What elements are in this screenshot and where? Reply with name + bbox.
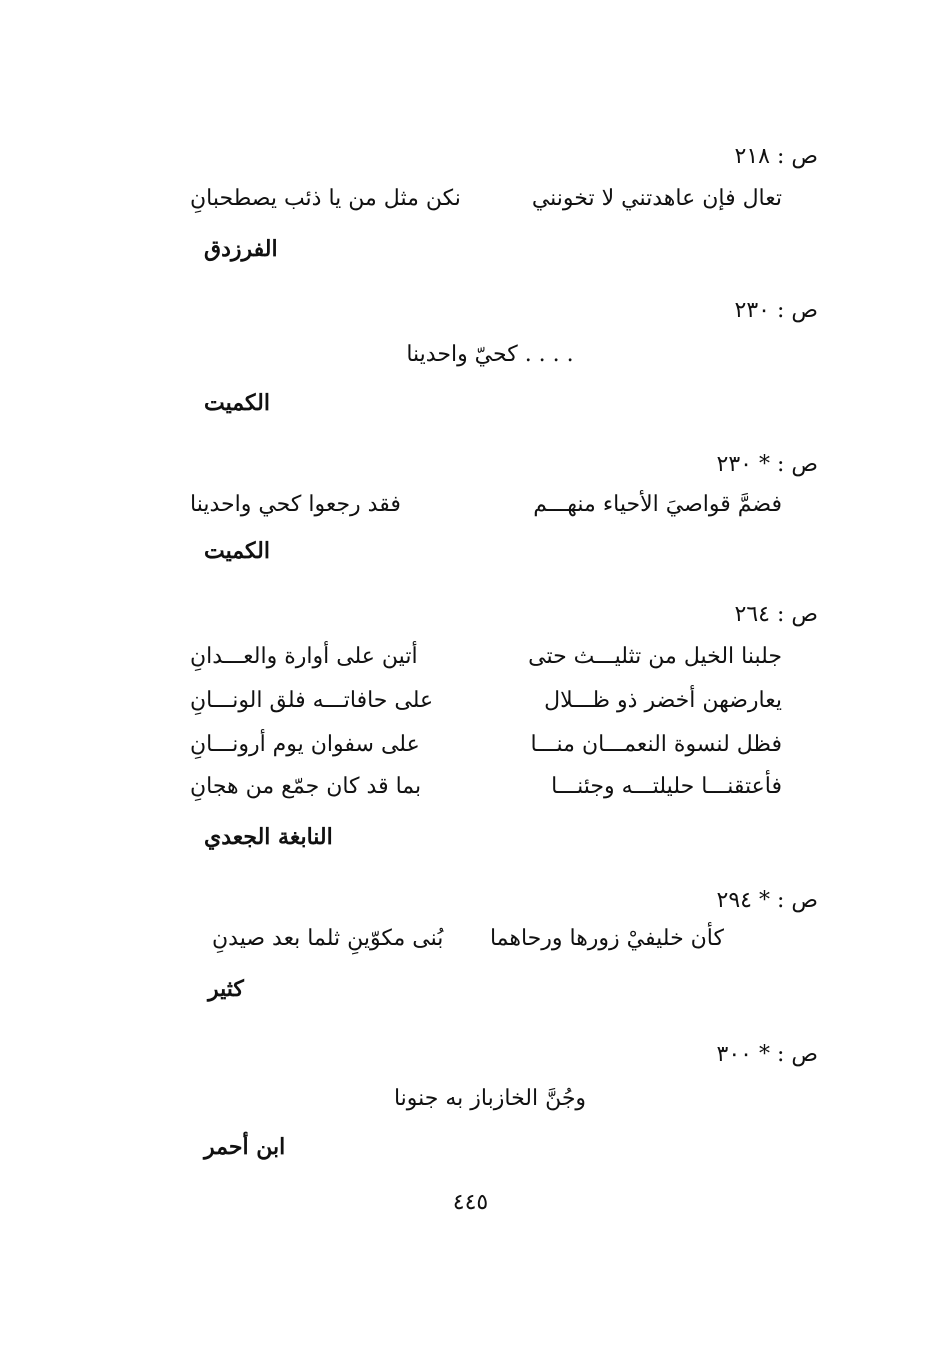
- second-hemistich: نكن مثل من يا ذئب يصطحبانِ: [190, 186, 461, 211]
- poet-name: الكميت: [204, 390, 270, 416]
- poet-name: الكميت: [204, 538, 270, 564]
- first-hemistich: يعارضهن أخضر ذو ظـــلال: [544, 688, 782, 713]
- page-reference: ص : * ٢٣٠: [716, 452, 818, 477]
- verse-line: [190, 186, 782, 226]
- second-hemistich: على سفوان يوم أرونـــانِ: [190, 732, 420, 757]
- page-reference: ص : ٢١٨: [734, 144, 818, 169]
- second-hemistich: بما قد كان جمّع من هجانِ: [190, 774, 422, 799]
- page-number: ٤٤٥: [452, 1190, 489, 1215]
- poet-name: كثير: [208, 976, 244, 1002]
- page-reference: ص : ٢٣٠: [734, 298, 818, 323]
- verse-line: [190, 774, 782, 814]
- verse-line: [190, 732, 782, 772]
- entry-300: [150, 1042, 830, 1172]
- first-hemistich: جلبنا الخيل من تثليـــث حتى: [528, 644, 782, 669]
- first-hemistich: كأن خليفيْ زورها ورحاهما: [489, 926, 724, 951]
- entry-218: [150, 144, 830, 274]
- verse-line: [190, 688, 782, 728]
- first-hemistich: تعال فإن عاهدتني لا تخونني: [531, 186, 782, 211]
- verse-line: [190, 926, 782, 966]
- poet-name: النابغة الجعدي: [204, 824, 333, 850]
- verse-fragment: وجُنَّ الخازباز به جنونا: [393, 1086, 587, 1111]
- verse-fragment: . . . . كحيّ واحدينا: [406, 342, 574, 367]
- second-hemistich: فقد رجعوا كحي واحدينا: [190, 492, 401, 517]
- poet-name: الفرزدق: [204, 236, 278, 262]
- entry-294: [150, 888, 830, 1018]
- page-reference: ص : * ٢٩٤: [716, 888, 818, 913]
- page-reference: ص : * ٣٠٠: [716, 1042, 818, 1067]
- page-reference: ص : ٢٦٤: [734, 602, 818, 627]
- entry-230-star: [150, 452, 830, 582]
- entry-230: [150, 298, 830, 428]
- poet-name: ابن أحمر: [204, 1134, 286, 1160]
- second-hemistich: أتين على أوارة والعـــدانِ: [190, 644, 418, 669]
- first-hemistich: فضمَّ قواصيَ الأحياء منهـــم: [533, 492, 782, 517]
- verse-line: [190, 492, 782, 532]
- first-hemistich: فأعتقنـــا حليلتـــه وجئنـــا: [551, 774, 782, 799]
- second-hemistich: على حافاتـــه فلق الونـــانِ: [190, 688, 434, 713]
- second-hemistich: بُنى مكوّينِ ثلما بعد صيدنِ: [212, 926, 444, 951]
- verse-line: [190, 644, 782, 684]
- entry-264: [150, 602, 830, 862]
- first-hemistich: فظل لنسوة النعمـــان منـــا: [530, 732, 782, 757]
